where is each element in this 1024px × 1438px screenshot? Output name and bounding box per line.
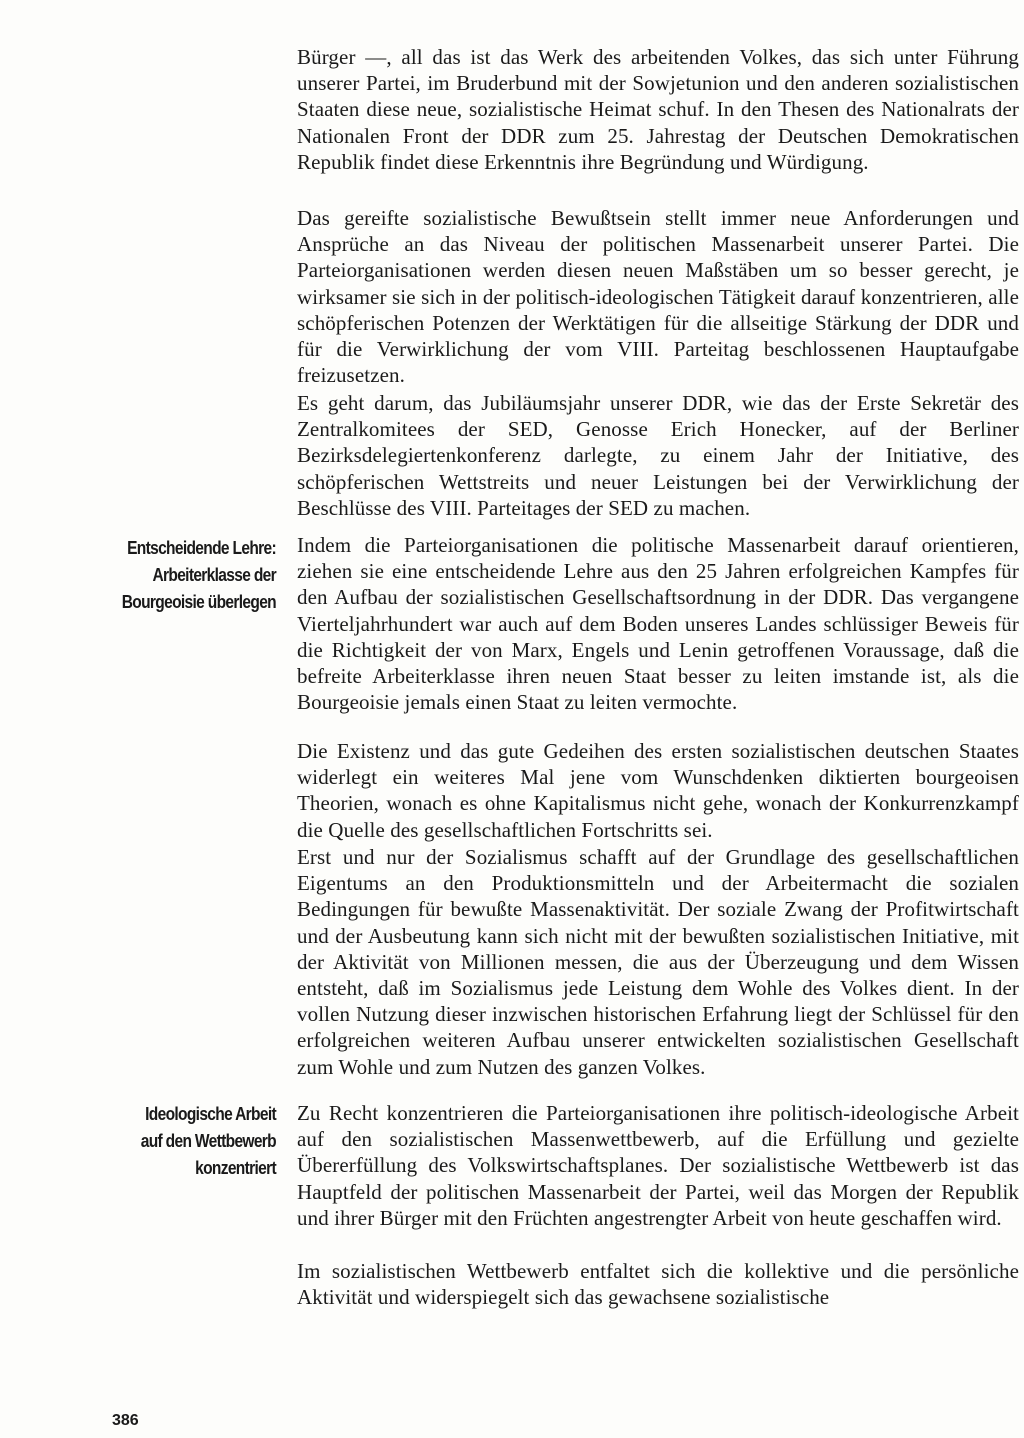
margin-heading-entscheidende-lehre [44, 534, 276, 615]
margin-heading-line: konzentriert [195, 1157, 276, 1178]
margin-heading-line: Bourgeoisie überlegen [121, 591, 276, 612]
margin-heading-line: auf den Wettbewerb [140, 1130, 276, 1151]
paragraph: Indem die Parteiorganisationen die politische Massenarbeit darauf orientieren, ziehen sie eine entscheidende Lehre aus den 25 Jahren erfolgreichen Kampfes für den Aufbau der sozialistischen Gesellschaftsordnung in der DDR. Das vergangene Vierteljahrhundert war auch auf dem Boden unseres Landes schlüssiger Beweis für die Richtigkeit der von Marx, Engels und Lenin getroffenen Voraussage, daß die befreite Arbeiterklasse ihren neuen Staat besser zu leiten imstande ist, als die Bourgeoisie jemals einen Staat zu leiten vermochte. [297, 533, 1019, 715]
margin-heading-ideologische-arbeit [44, 1100, 276, 1181]
paragraph: Erst und nur der Sozialismus schafft auf der Grundlage des gesellschaftlichen Eigentums an den Produktionsmitteln und der Arbeitermacht die sozialen Bedingungen für bewußte Massenaktivität. Der soziale Zwang der Profitwirtschaft und der Ausbeutung kann sich nicht mit der bewußten sozialistischen Initiative, mit der Aktivität von Millionen messen, die aus der Überzeugung und dem Wissen entsteht, daß im Sozialismus jede Leistung dem Wohle des Volkes dient. In der vollen Nutzung dieser inzwischen historischen Erfahrung liegt der Schlüssel für den erfolgreichen weiteren Aufbau unserer entwickelten sozialistischen Gesellschaft zum Wohle und zum Nutzen des ganzen Volkes. [297, 845, 1019, 1079]
margin-heading-line: Ideologische Arbeit [145, 1103, 276, 1124]
paragraph: Im sozialistischen Wettbewerb entfaltet sich die kollektive und die persönliche Aktivität und widerspiegelt sich das gewachsene sozialistische [297, 1259, 1019, 1310]
paragraph: Die Existenz und das gute Gedeihen des ersten sozialistischen deutschen Staates widerlegt ein weiteres Mal jene vom Wunschdenken diktierten bourgeoisen Theorien, wonach es ohne Kapitalismus nicht gehe, wonach der Konkurrenzkampf die Quelle des gesellschaftlichen Fortschritts sei. [297, 739, 1019, 842]
page-number: 386 [112, 1412, 139, 1429]
paragraph: Das gereifte sozialistische Bewußtsein stellt immer neue Anforderungen und Ansprüche an das Niveau der politischen Massenarbeit unserer Partei. Die Parteiorganisationen werden diesen neuen Maßstäben um so besser gerecht, je wirksamer sie sich in der politisch-ideologischen Tätigkeit darauf konzentrieren, alle schöpferischen Potenzen der Werktätigen für die allseitige Stärkung der DDR und für die Verwirklichung der vom VIII. Parteitag beschlossenen Hauptaufgabe freizusetzen. [297, 206, 1019, 388]
paragraph: Es geht darum, das Jubiläumsjahr unserer DDR, wie das der Erste Sekretär des Zentralkomitees der SED, Genosse Erich Honecker, auf der Berliner Bezirksdelegiertenkonferenz darlegte, zu einem Jahr der Initiative, des schöpferischen Wettstreits und neuer Leistungen bei der Verwirklichung der Beschlüsse des VIII. Parteitages der SED zu machen. [297, 391, 1019, 520]
paragraph: Zu Recht konzentrieren die Parteiorganisationen ihre politisch-ideologische Arbeit auf den sozialistischen Massenwettbewerb, auf die Erfüllung und gezielte Übererfüllung des Volkswirtschaftsplanes. Der sozialistische Wettbewerb ist das Hauptfeld der politischen Massenarbeit der Partei, weil das Morgen der Republik und ihrer Bürger mit den Früchten angestrengter Arbeit von heute geschaffen wird. [297, 1101, 1019, 1230]
margin-heading-line: Arbeiterklasse der [152, 564, 276, 585]
paragraph: Bürger —, all das ist das Werk des arbeitenden Volkes, das sich unter Führung unserer Partei, im Bruderbund mit der Sowjetunion und den anderen sozialistischen Staaten diese neue, sozialistische Heimat schuf. In den Thesen des Nationalrats der Nationalen Front der DDR zum 25. Jahrestag der Deutschen Demokratischen Republik findet diese Erkenntnis ihre Begründung und Würdigung. [297, 45, 1019, 174]
margin-heading-line: Entscheidende Lehre: [127, 537, 276, 558]
